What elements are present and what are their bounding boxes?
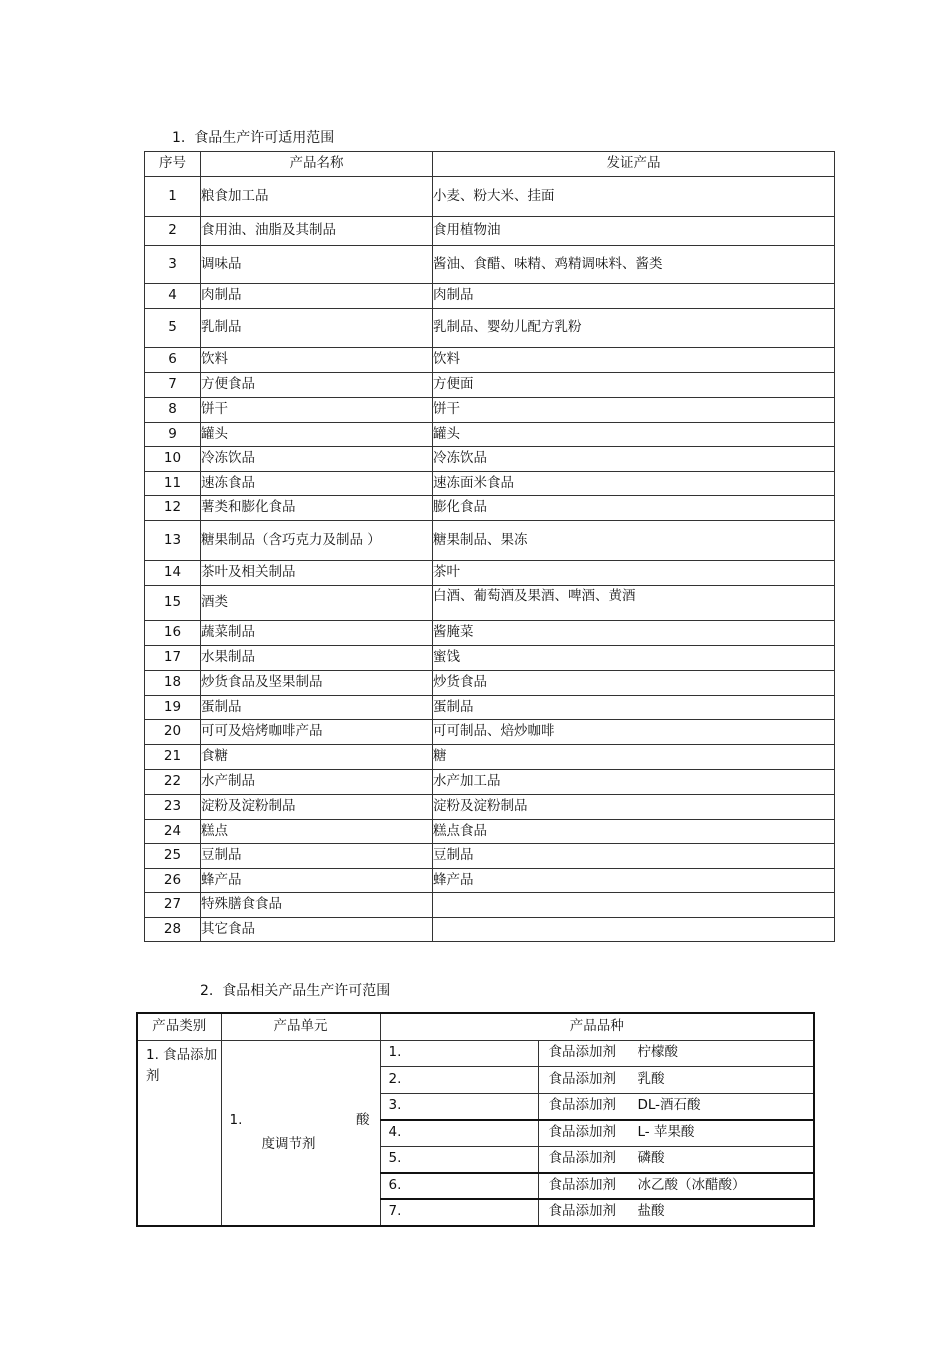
row-no: 1 [145,177,201,217]
row-product-name: 炒货食品及坚果制品 [201,671,433,696]
row-certified-product: 饼干 [433,398,835,423]
header-variety: 产品品种 [380,1013,814,1040]
table-header-row [137,1013,814,1040]
row-certified-product: 炒货食品 [433,671,835,696]
row-certified-product: 酱油、食醋、味精、鸡精调味料、酱类 [433,246,835,284]
row-product-name: 饮料 [201,348,433,373]
table-row [145,696,835,720]
row-no: 12 [145,496,201,521]
row-product-name: 蜂产品 [201,869,433,893]
row-certified-product: 肉制品 [433,284,835,309]
row-product-name: 调味品 [201,246,433,284]
variety-no: 2. [380,1067,538,1094]
row-product-name: 乳制品 [201,309,433,348]
table-row [145,646,835,671]
row-no: 10 [145,447,201,472]
row-product-name: 冷冻饮品 [201,447,433,472]
row-certified-product: 方便面 [433,373,835,398]
table-row [145,844,835,869]
row-certified-product [433,918,835,942]
row-no: 11 [145,472,201,496]
variety-no: 6. [380,1173,538,1200]
row-certified-product: 糕点食品 [433,820,835,844]
header-no: 序号 [145,152,201,177]
row-no: 15 [145,586,201,621]
row-no: 4 [145,284,201,309]
section2-heading: 2. 食品相关产品生产许可范围 [200,983,391,999]
row-no: 19 [145,696,201,720]
table-row [145,671,835,696]
row-no: 9 [145,423,201,447]
row-no: 27 [145,893,201,918]
row-no: 16 [145,621,201,646]
row-no: 7 [145,373,201,398]
row-product-name: 方便食品 [201,373,433,398]
row-product-name: 特殊膳食食品 [201,893,433,918]
row-certified-product: 乳制品、婴幼儿配方乳粉 [433,309,835,348]
row-no: 5 [145,309,201,348]
table-row [145,795,835,820]
table-row [145,246,835,284]
row-product-name: 淀粉及淀粉制品 [201,795,433,820]
row-certified-product: 糖果制品、果冻 [433,521,835,561]
row-product-name: 粮食加工品 [201,177,433,217]
header-category: 产品类别 [137,1013,221,1040]
table-header-row [145,152,835,177]
row-certified-product: 蜜饯 [433,646,835,671]
variety-name: 食品添加剂 盐酸 [538,1199,814,1226]
row-product-name: 蔬菜制品 [201,621,433,646]
table-row [145,447,835,472]
variety-name: 食品添加剂 柠檬酸 [538,1040,814,1067]
row-certified-product: 小麦、粉大米、挂面 [433,177,835,217]
table-row [145,177,835,217]
row-no: 8 [145,398,201,423]
row-product-name: 速冻食品 [201,472,433,496]
food-license-table [144,151,835,942]
row-certified-product: 蜂产品 [433,869,835,893]
row-certified-product: 食用植物油 [433,217,835,246]
table-row [145,373,835,398]
row-product-name: 水果制品 [201,646,433,671]
row-product-name: 糖果制品（含巧克力及制品 ） [201,521,433,561]
row-certified-product: 糖 [433,745,835,770]
variety-no: 7. [380,1199,538,1226]
related-products-table [136,1012,815,1227]
variety-name: 食品添加剂 磷酸 [538,1146,814,1173]
table-row [145,496,835,521]
table-row [145,621,835,646]
header-cert: 发证产品 [433,152,835,177]
row-product-name: 水产制品 [201,770,433,795]
row-certified-product: 膨化食品 [433,496,835,521]
header-unit: 产品单元 [221,1013,380,1040]
table-row [145,869,835,893]
row-no: 28 [145,918,201,942]
table-row [145,284,835,309]
table-row [145,309,835,348]
variety-no: 4. [380,1120,538,1147]
variety-no: 5. [380,1146,538,1173]
row-no: 3 [145,246,201,284]
section1-heading: 1. 食品生产许可适用范围 [172,130,335,146]
table-row [145,918,835,942]
table-row [145,398,835,423]
table-row [145,348,835,373]
row-product-name: 可可及焙烤咖啡产品 [201,720,433,745]
table-row [145,770,835,795]
table-row [145,521,835,561]
variety-no: 1. [380,1040,538,1067]
row-product-name: 茶叶及相关制品 [201,561,433,586]
row-product-name: 酒类 [201,586,433,621]
row-product-name: 肉制品 [201,284,433,309]
row-no: 13 [145,521,201,561]
row-no: 22 [145,770,201,795]
row-certified-product: 速冻面米食品 [433,472,835,496]
row-product-name: 其它食品 [201,918,433,942]
table-row [145,561,835,586]
variety-name: 食品添加剂 冰乙酸（冰醋酸） [538,1173,814,1200]
variety-name: 食品添加剂 乳酸 [538,1067,814,1094]
header-name: 产品名称 [201,152,433,177]
product-category: 1. 食品添加剂 [137,1040,221,1226]
row-certified-product: 豆制品 [433,844,835,869]
row-no: 14 [145,561,201,586]
row-product-name: 饼干 [201,398,433,423]
row-no: 6 [145,348,201,373]
row-no: 17 [145,646,201,671]
table-row [145,820,835,844]
variety-no: 3. [380,1093,538,1120]
row-no: 23 [145,795,201,820]
row-product-name: 食糖 [201,745,433,770]
row-certified-product: 罐头 [433,423,835,447]
table-row [145,423,835,447]
row-certified-product: 白酒、葡萄酒及果酒、啤酒、黄酒 [433,586,835,621]
row-certified-product: 茶叶 [433,561,835,586]
table-row [137,1040,814,1067]
row-no: 20 [145,720,201,745]
table-row [145,745,835,770]
row-certified-product: 饮料 [433,348,835,373]
product-unit [221,1040,380,1226]
row-certified-product: 淀粉及淀粉制品 [433,795,835,820]
row-certified-product: 酱腌菜 [433,621,835,646]
variety-name: 食品添加剂 DL-酒石酸 [538,1093,814,1120]
row-no: 2 [145,217,201,246]
unit-number: 1. [229,1111,243,1128]
table-row [145,217,835,246]
row-product-name: 薯类和膨化食品 [201,496,433,521]
variety-name: 食品添加剂 L- 苹果酸 [538,1120,814,1147]
row-product-name: 豆制品 [201,844,433,869]
row-product-name: 食用油、油脂及其制品 [201,217,433,246]
table-row [145,893,835,918]
table-row [145,472,835,496]
row-no: 26 [145,869,201,893]
table-row [145,586,835,621]
row-product-name: 罐头 [201,423,433,447]
row-certified-product [433,893,835,918]
unit-char: 酸 [356,1111,370,1128]
row-no: 21 [145,745,201,770]
row-certified-product: 水产加工品 [433,770,835,795]
row-no: 18 [145,671,201,696]
row-certified-product: 蛋制品 [433,696,835,720]
row-no: 25 [145,844,201,869]
row-certified-product: 冷冻饮品 [433,447,835,472]
row-no: 24 [145,820,201,844]
row-product-name: 糕点 [201,820,433,844]
unit-label: 度调节剂 [261,1135,316,1152]
row-product-name: 蛋制品 [201,696,433,720]
table-row [145,720,835,745]
row-certified-product: 可可制品、焙炒咖啡 [433,720,835,745]
